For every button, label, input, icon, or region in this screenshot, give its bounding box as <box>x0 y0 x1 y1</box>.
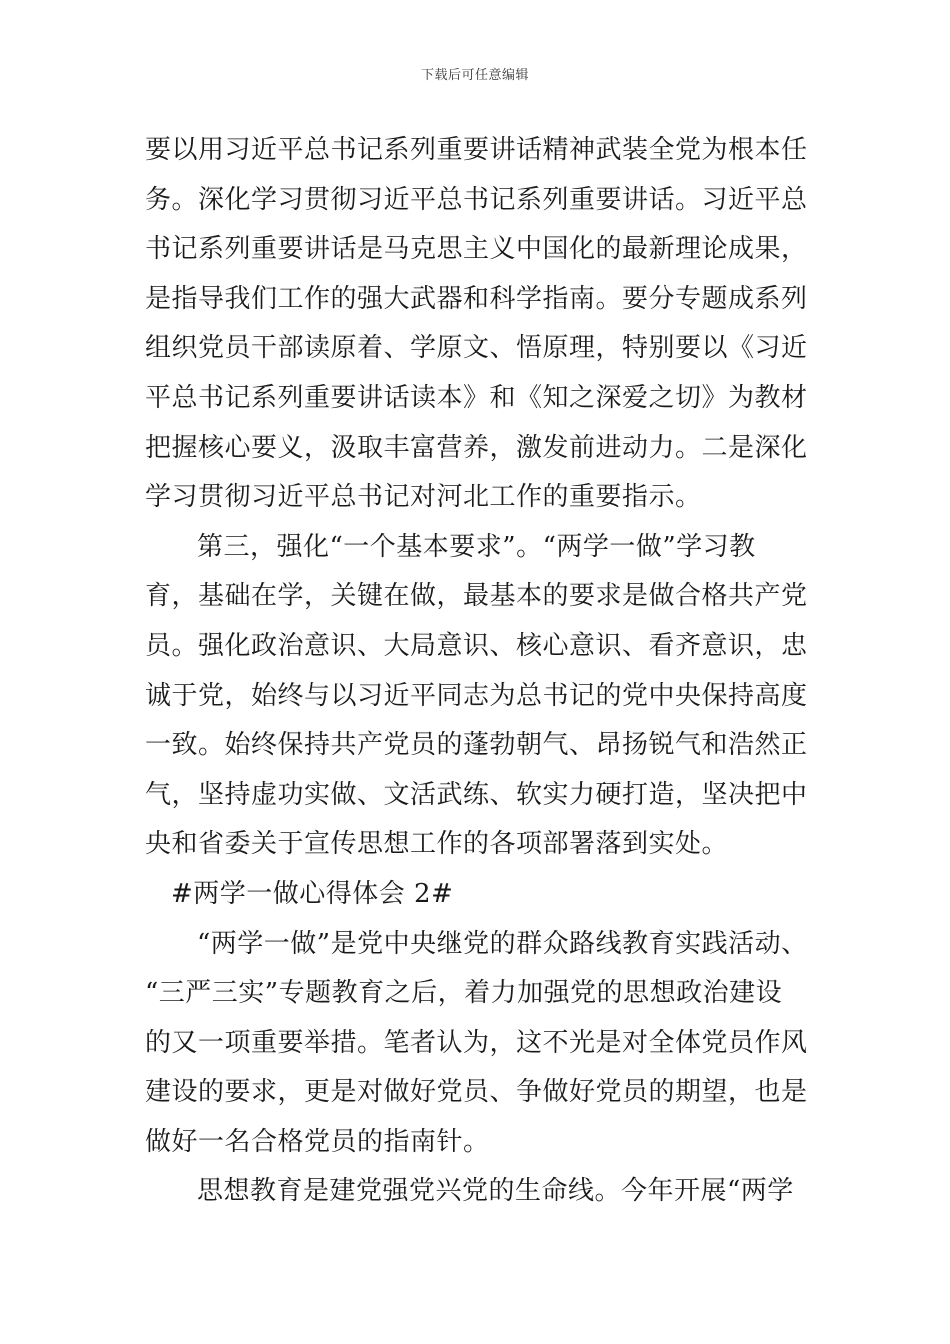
text-line: 做好一名合格党员的指南针。 <box>145 1126 490 1157</box>
text-line: 育，基础在学，关键在做，最基本的要求是做合格共产党 <box>145 581 808 612</box>
text-line: 务。深化学习贯彻习近平总书记系列重要讲话。习近平总 <box>145 184 808 215</box>
text-line: 第三，强化“一个基本要求”。“两学一做”学习教 <box>197 531 756 562</box>
text-line: 思想教育是建党强党兴党的生命线。今年开展“两学 <box>197 1176 794 1207</box>
text-line: 员。强化政治意识、大局意识、核心意识、看齐意识，忠 <box>145 630 808 661</box>
text-line: 的又一项重要举措。笔者认为，这不光是对全体党员作风 <box>145 1027 808 1058</box>
text-line: 央和省委关于宣传思想工作的各项部署落到实处。 <box>145 829 729 860</box>
text-line: 组织党员干部读原着、学原文、悟原理，特别要以《习近 <box>145 333 808 364</box>
text-line: 诚于党，始终与以习近平同志为总书记的党中央保持高度 <box>145 680 808 711</box>
text-line: 一致。始终保持共产党员的蓬勃朝气、昂扬锐气和浩然正 <box>145 730 808 761</box>
text-line: “两学一做”是党中央继党的群众路线教育实践活动、 <box>197 928 808 959</box>
text-line: “三严三实”专题教育之后，着力加强党的思想政治建设 <box>145 978 783 1009</box>
text-line: 把握核心要义，汲取丰富营养，激发前进动力。二是深化 <box>145 432 808 463</box>
section-heading: #两学一做心得体会 2# <box>171 878 454 909</box>
document-body <box>145 126 845 1217</box>
text-line: 要以用习近平总书记系列重要讲话精神武装全党为根本任 <box>145 135 808 165</box>
text-line: 建设的要求，更是对做好党员、争做好党员的期望，也是 <box>145 1077 808 1108</box>
page-header-note: 下载后可任意编辑 <box>420 68 529 83</box>
text-line: 是指导我们工作的强大武器和科学指南。要分专题成系列 <box>145 283 808 314</box>
text-line: 学习贯彻习近平总书记对河北工作的重要指示。 <box>145 482 702 513</box>
text-line: 书记系列重要讲话是马克思主义中国化的最新理论成果， <box>145 234 808 265</box>
text-line: 平总书记系列重要讲话读本》和《知之深爱之切》为教材 <box>145 382 808 413</box>
text-line: 气，坚持虚功实做、文活武练、软实力硬打造，坚决把中 <box>145 779 808 810</box>
